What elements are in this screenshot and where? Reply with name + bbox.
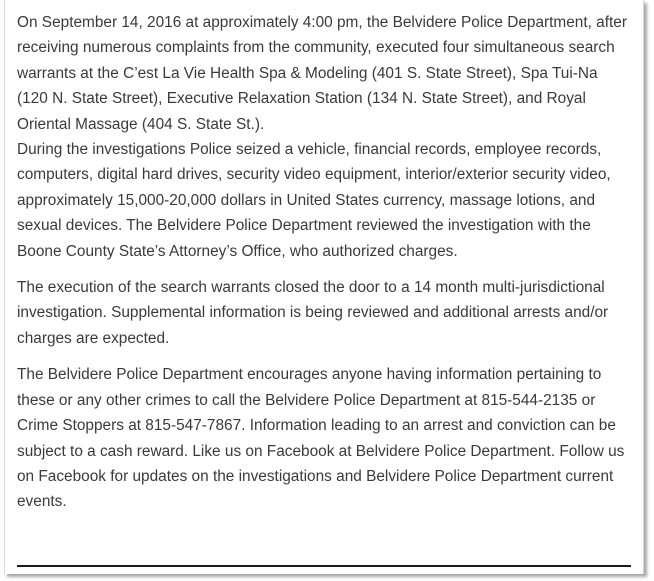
paragraph-contact-info: The Belvidere Police Department encourages anyone having information pertaining to these or any other crimes to call the Belvidere Police Department at 815-544-2135 or Crime Stoppers at 815-547-7867. Information leading to an arrest and conviction can be subject to a cash reward. Like us on Facebook at Belvidere Police Department. Follow us on Facebook for updates on the investigations and Belvidere Police Department current events. (17, 366, 625, 511)
paragraph-search-warrants: On September 14, 2016 at approximately 4:00 pm, the Belvidere Police Department, after receiving numerous complaints from the community, executed four simultaneous search warrants at the C’est La Vie Health Spa & Modeling (401 S. State Street), Spa Tui-Na (120 N. State Street), Executive Relaxation Station (134 N. State Street), and Royal Oriental Massage (404 S. State St.). (17, 14, 627, 133)
paragraph-seized-items: During the investigations Police seized a vehicle, financial records, employee records, computers, digital hard drives, security video equipment, interior/exterior security video, approximately 15,000-20,000 dollars in United States currency, massage lotions, and sexual devices. The Belvidere Police Department reviewed the investigation with the Boone County State’s Attorney’s Office, who authorized charges. (17, 141, 611, 260)
bottom-divider (17, 565, 631, 567)
paragraph-investigation-closed: The execution of the search warrants closed the door to a 14 month multi-jurisdictional investigation. Supplemental information is being reviewed and additional arrests and/or charges are expected. (17, 279, 609, 347)
article-body (17, 10, 631, 526)
